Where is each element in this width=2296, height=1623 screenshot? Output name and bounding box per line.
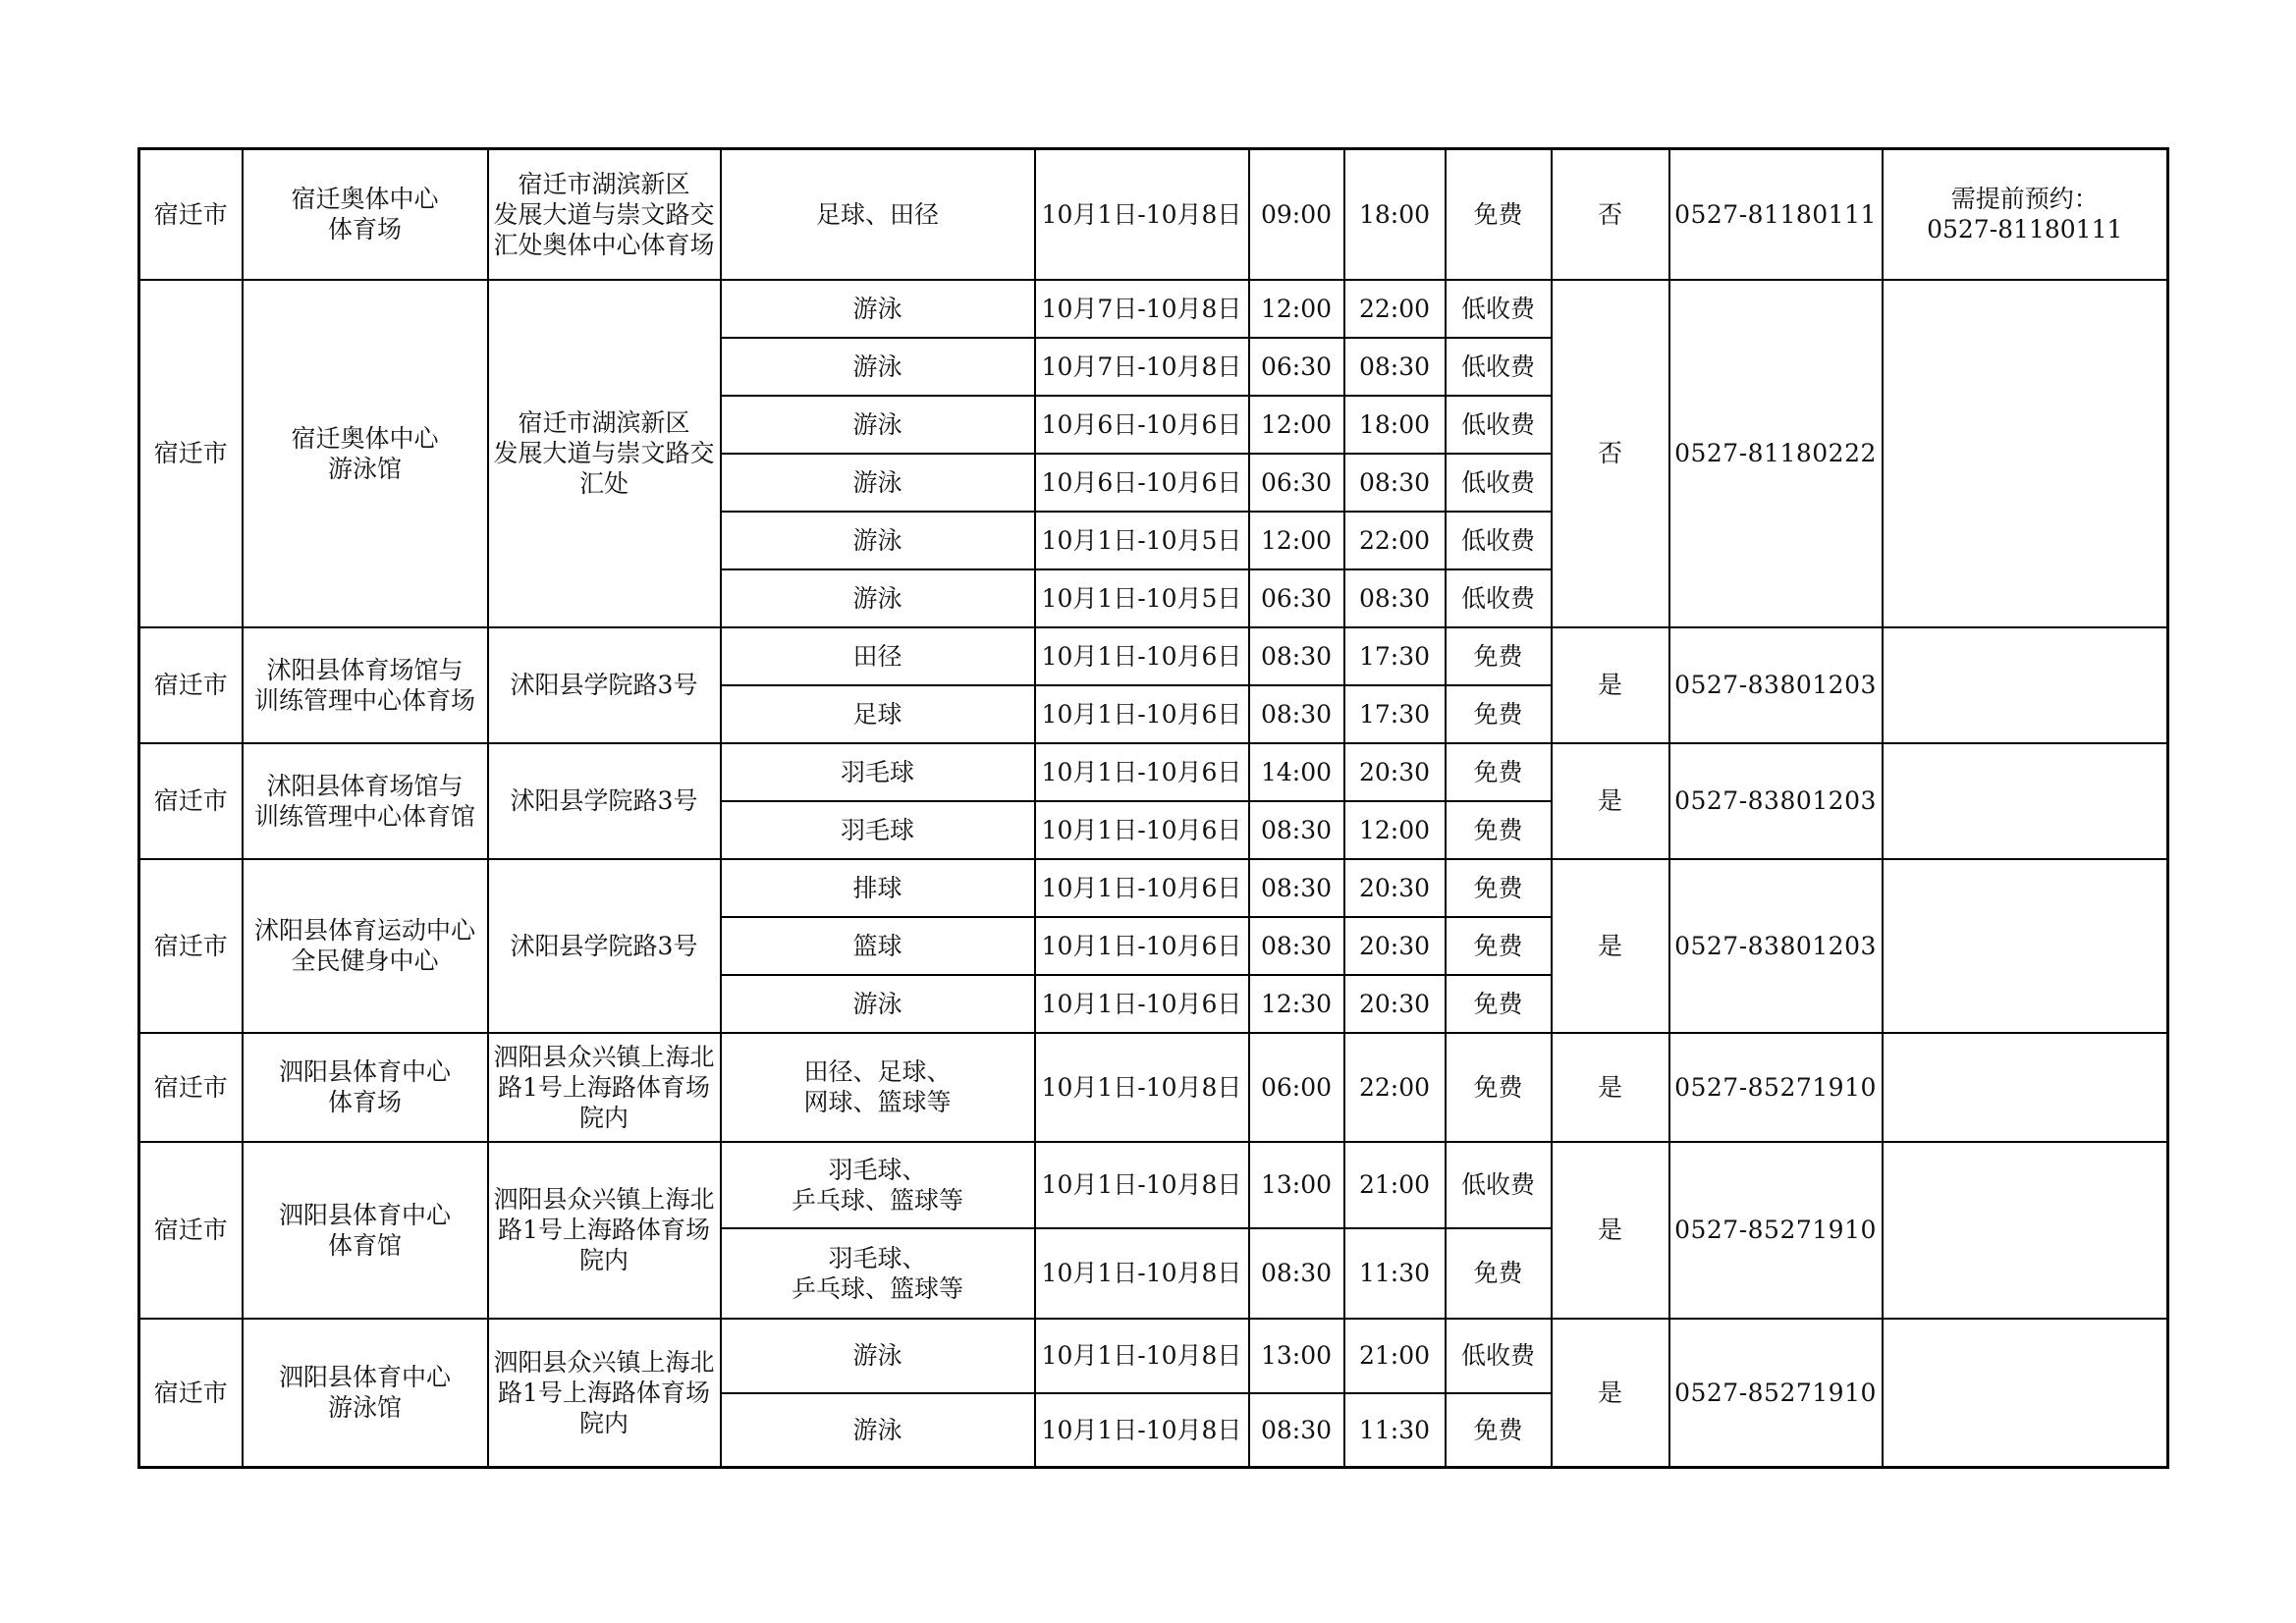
fee-cell: 免费 [1446, 743, 1552, 801]
sport-cell: 足球、田径 [721, 149, 1035, 280]
table-row [139, 743, 2168, 801]
sport-cell: 游泳 [721, 1393, 1035, 1468]
date-range-cell: 10月1日-10月8日 [1035, 1319, 1249, 1393]
date-range-cell: 10月1日-10月6日 [1035, 801, 1249, 859]
close-time-cell: 17:30 [1344, 685, 1446, 743]
sport-cell: 羽毛球、 乒乓球、篮球等 [721, 1228, 1035, 1319]
note-cell [1883, 280, 2168, 627]
close-time-cell: 08:30 [1344, 454, 1446, 512]
reservation-required-cell: 是 [1552, 1319, 1669, 1468]
note-cell: 需提前预约： 0527-81180111 [1883, 149, 2168, 280]
close-time-cell: 21:00 [1344, 1319, 1446, 1393]
date-range-cell: 10月1日-10月8日 [1035, 149, 1249, 280]
close-time-cell: 20:30 [1344, 743, 1446, 801]
sport-cell: 羽毛球 [721, 801, 1035, 859]
reservation-required-cell: 否 [1552, 149, 1669, 280]
phone-cell: 0527-83801203 [1669, 627, 1883, 743]
open-time-cell: 12:00 [1249, 512, 1344, 569]
venue-schedule-table [137, 147, 2169, 1469]
reservation-required-cell: 是 [1552, 1033, 1669, 1142]
sport-cell: 游泳 [721, 338, 1035, 396]
fee-cell: 免费 [1446, 149, 1552, 280]
fee-cell: 免费 [1446, 627, 1552, 685]
sport-cell: 游泳 [721, 454, 1035, 512]
fee-cell: 低收费 [1446, 1319, 1552, 1393]
city-cell: 宿迁市 [139, 280, 243, 627]
open-time-cell: 09:00 [1249, 149, 1344, 280]
venue-name-cell: 沭阳县体育场馆与 训练管理中心体育场 [243, 627, 488, 743]
close-time-cell: 22:00 [1344, 1033, 1446, 1142]
open-time-cell: 13:00 [1249, 1142, 1344, 1228]
city-cell: 宿迁市 [139, 149, 243, 280]
date-range-cell: 10月6日-10月6日 [1035, 454, 1249, 512]
address-cell: 沭阳县学院路3号 [488, 627, 721, 743]
venue-name-cell: 沭阳县体育场馆与 训练管理中心体育馆 [243, 743, 488, 859]
open-time-cell: 12:30 [1249, 975, 1344, 1033]
note-cell [1883, 1142, 2168, 1319]
phone-cell: 0527-81180222 [1669, 280, 1883, 627]
city-cell: 宿迁市 [139, 627, 243, 743]
date-range-cell: 10月1日-10月8日 [1035, 1393, 1249, 1468]
close-time-cell: 20:30 [1344, 859, 1446, 917]
date-range-cell: 10月6日-10月6日 [1035, 396, 1249, 454]
note-cell [1883, 1033, 2168, 1142]
close-time-cell: 21:00 [1344, 1142, 1446, 1228]
date-range-cell: 10月1日-10月5日 [1035, 512, 1249, 569]
fee-cell: 免费 [1446, 1228, 1552, 1319]
sport-cell: 排球 [721, 859, 1035, 917]
close-time-cell: 22:00 [1344, 280, 1446, 338]
reservation-required-cell: 是 [1552, 1142, 1669, 1319]
sport-cell: 田径、足球、 网球、篮球等 [721, 1033, 1035, 1142]
sport-cell: 游泳 [721, 1319, 1035, 1393]
fee-cell: 免费 [1446, 1393, 1552, 1468]
sport-cell: 游泳 [721, 975, 1035, 1033]
address-cell: 沭阳县学院路3号 [488, 743, 721, 859]
note-cell [1883, 1319, 2168, 1468]
open-time-cell: 06:00 [1249, 1033, 1344, 1142]
fee-cell: 免费 [1446, 917, 1552, 975]
fee-cell: 免费 [1446, 801, 1552, 859]
note-cell [1883, 627, 2168, 743]
city-cell: 宿迁市 [139, 1033, 243, 1142]
close-time-cell: 18:00 [1344, 149, 1446, 280]
open-time-cell: 06:30 [1249, 569, 1344, 627]
city-cell: 宿迁市 [139, 743, 243, 859]
open-time-cell: 08:30 [1249, 685, 1344, 743]
venue-name-cell: 泗阳县体育中心 游泳馆 [243, 1319, 488, 1468]
close-time-cell: 08:30 [1344, 569, 1446, 627]
date-range-cell: 10月1日-10月6日 [1035, 743, 1249, 801]
table-row [139, 859, 2168, 917]
venue-name-cell: 沭阳县体育运动中心 全民健身中心 [243, 859, 488, 1033]
phone-cell: 0527-85271910 [1669, 1142, 1883, 1319]
fee-cell: 低收费 [1446, 280, 1552, 338]
fee-cell: 低收费 [1446, 454, 1552, 512]
date-range-cell: 10月7日-10月8日 [1035, 338, 1249, 396]
open-time-cell: 08:30 [1249, 1393, 1344, 1468]
date-range-cell: 10月7日-10月8日 [1035, 280, 1249, 338]
open-time-cell: 06:30 [1249, 454, 1344, 512]
open-time-cell: 06:30 [1249, 338, 1344, 396]
open-time-cell: 08:30 [1249, 1228, 1344, 1319]
reservation-required-cell: 是 [1552, 627, 1669, 743]
phone-cell: 0527-85271910 [1669, 1319, 1883, 1468]
close-time-cell: 17:30 [1344, 627, 1446, 685]
fee-cell: 低收费 [1446, 338, 1552, 396]
open-time-cell: 12:00 [1249, 280, 1344, 338]
reservation-required-cell: 是 [1552, 743, 1669, 859]
sport-cell: 羽毛球、 乒乓球、篮球等 [721, 1142, 1035, 1228]
city-cell: 宿迁市 [139, 1319, 243, 1468]
table-row [139, 280, 2168, 338]
close-time-cell: 20:30 [1344, 975, 1446, 1033]
date-range-cell: 10月1日-10月5日 [1035, 569, 1249, 627]
date-range-cell: 10月1日-10月6日 [1035, 627, 1249, 685]
sport-cell: 足球 [721, 685, 1035, 743]
sport-cell: 游泳 [721, 569, 1035, 627]
close-time-cell: 22:00 [1344, 512, 1446, 569]
open-time-cell: 08:30 [1249, 859, 1344, 917]
phone-cell: 0527-83801203 [1669, 743, 1883, 859]
reservation-required-cell: 是 [1552, 859, 1669, 1033]
table-row [139, 1142, 2168, 1228]
close-time-cell: 20:30 [1344, 917, 1446, 975]
sport-cell: 羽毛球 [721, 743, 1035, 801]
venue-name-cell: 泗阳县体育中心 体育馆 [243, 1142, 488, 1319]
fee-cell: 免费 [1446, 859, 1552, 917]
date-range-cell: 10月1日-10月6日 [1035, 975, 1249, 1033]
date-range-cell: 10月1日-10月6日 [1035, 685, 1249, 743]
open-time-cell: 12:00 [1249, 396, 1344, 454]
open-time-cell: 08:30 [1249, 627, 1344, 685]
fee-cell: 低收费 [1446, 396, 1552, 454]
address-cell: 泗阳县众兴镇上海北 路1号上海路体育场 院内 [488, 1142, 721, 1319]
sport-cell: 篮球 [721, 917, 1035, 975]
sport-cell: 田径 [721, 627, 1035, 685]
open-time-cell: 14:00 [1249, 743, 1344, 801]
close-time-cell: 18:00 [1344, 396, 1446, 454]
phone-cell: 0527-81180111 [1669, 149, 1883, 280]
fee-cell: 低收费 [1446, 1142, 1552, 1228]
date-range-cell: 10月1日-10月8日 [1035, 1033, 1249, 1142]
venue-name-cell: 泗阳县体育中心 体育场 [243, 1033, 488, 1142]
fee-cell: 低收费 [1446, 569, 1552, 627]
address-cell: 宿迁市湖滨新区 发展大道与崇文路交 汇处奥体中心体育场 [488, 149, 721, 280]
date-range-cell: 10月1日-10月8日 [1035, 1228, 1249, 1319]
address-cell: 泗阳县众兴镇上海北 路1号上海路体育场 院内 [488, 1033, 721, 1142]
fee-cell: 免费 [1446, 975, 1552, 1033]
open-time-cell: 08:30 [1249, 917, 1344, 975]
open-time-cell: 13:00 [1249, 1319, 1344, 1393]
phone-cell: 0527-85271910 [1669, 1033, 1883, 1142]
open-time-cell: 08:30 [1249, 801, 1344, 859]
note-cell [1883, 859, 2168, 1033]
city-cell: 宿迁市 [139, 859, 243, 1033]
fee-cell: 免费 [1446, 1033, 1552, 1142]
table-row [139, 1033, 2168, 1142]
address-cell: 宿迁市湖滨新区 发展大道与崇文路交 汇处 [488, 280, 721, 627]
sport-cell: 游泳 [721, 396, 1035, 454]
date-range-cell: 10月1日-10月6日 [1035, 859, 1249, 917]
date-range-cell: 10月1日-10月8日 [1035, 1142, 1249, 1228]
table-row [139, 1319, 2168, 1393]
close-time-cell: 11:30 [1344, 1228, 1446, 1319]
note-cell [1883, 743, 2168, 859]
close-time-cell: 12:00 [1344, 801, 1446, 859]
close-time-cell: 08:30 [1344, 338, 1446, 396]
close-time-cell: 11:30 [1344, 1393, 1446, 1468]
reservation-required-cell: 否 [1552, 280, 1669, 627]
sport-cell: 游泳 [721, 280, 1035, 338]
fee-cell: 免费 [1446, 685, 1552, 743]
city-cell: 宿迁市 [139, 1142, 243, 1319]
fee-cell: 低收费 [1446, 512, 1552, 569]
sport-cell: 游泳 [721, 512, 1035, 569]
date-range-cell: 10月1日-10月6日 [1035, 917, 1249, 975]
address-cell: 沭阳县学院路3号 [488, 859, 721, 1033]
table-body [139, 149, 2168, 1468]
venue-name-cell: 宿迁奥体中心 游泳馆 [243, 280, 488, 627]
address-cell: 泗阳县众兴镇上海北 路1号上海路体育场 院内 [488, 1319, 721, 1468]
venue-name-cell: 宿迁奥体中心 体育场 [243, 149, 488, 280]
phone-cell: 0527-83801203 [1669, 859, 1883, 1033]
table-row [139, 149, 2168, 280]
table-row [139, 627, 2168, 685]
